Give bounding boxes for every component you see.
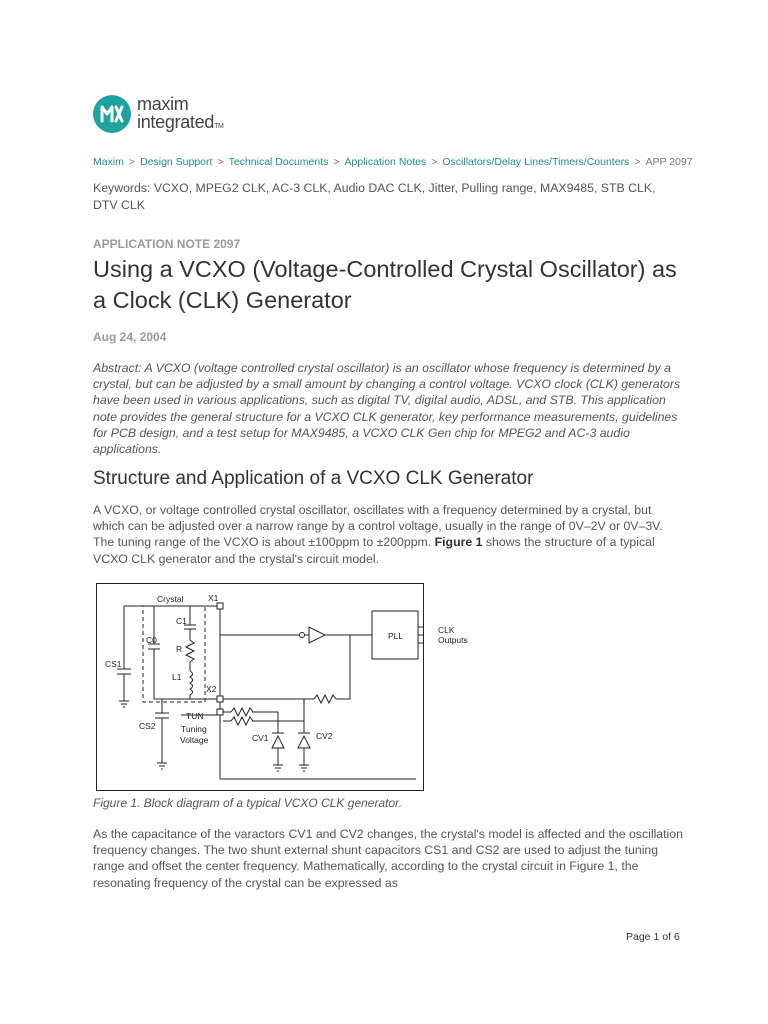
logo-line-2-wrap: [137, 113, 224, 136]
app-note-label: APPLICATION NOTE 2097: [93, 237, 241, 251]
label-c0: C0: [146, 635, 157, 645]
breadcrumb-link-design-support[interactable]: Design Support: [140, 156, 213, 168]
breadcrumb-link-maxim[interactable]: Maxim: [93, 156, 124, 168]
label-l1: L1: [172, 672, 182, 682]
label-outputs: Outputs: [438, 635, 468, 645]
clk-outputs-label: [438, 625, 468, 645]
label-tuning: Tuning: [181, 724, 207, 734]
logo-wordmark: [137, 95, 224, 136]
crystal-box: [143, 606, 205, 702]
figure-1-reference: Figure 1: [434, 535, 483, 550]
label-cs1: CS1: [105, 659, 122, 669]
label-r: R: [176, 644, 183, 654]
logo-line-2: integrated: [137, 112, 215, 132]
label-crystal: Crystal: [157, 594, 184, 604]
label-clk: CLK: [438, 625, 455, 635]
maxim-logo-icon: [93, 95, 131, 133]
label-tun: TUN: [186, 711, 204, 721]
breadcrumb-separator: >: [634, 156, 641, 168]
para1-before: A VCXO, or voltage controlled crystal oscillator, oscillates with a frequency determined by a crystal, but which can be adjusted over a narrow range by a control voltage, usually in the range of 0V–2V or 0V–3V. The tuning range of the VCXO is about ±100ppm to ±200ppm.: [93, 503, 663, 550]
label-pll: PLL: [388, 631, 404, 641]
label-voltage: Voltage: [180, 735, 209, 745]
abstract: Abstract: A VCXO (voltage controlled crystal oscillator) is an oscillator whose frequency is determined by a crystal, but can be adjusted by a small amount by changing a control voltage. VCXO clock (CLK) generators have been used in various applications, such as digital TV, digital audio, ADSL, and STB. This application note provides the general structure for a VCXO CLK generator, key performance measurements, guidelines for PCB design, and a test setup for MAX9485, a VCXO CLK Gen chip for MPEG2 and AC-3 audio applications.: [93, 361, 681, 457]
breadcrumb-link-application-notes[interactable]: Application Notes: [344, 156, 427, 168]
maxim-logo: [93, 95, 253, 137]
breadcrumb: [93, 156, 693, 168]
figure-caption: Figure 1. Block diagram of a typical VCXO CLK generator.: [93, 796, 403, 810]
breadcrumb-link-technical-documents[interactable]: Technical Documents: [228, 156, 329, 168]
breadcrumb-separator: >: [128, 156, 136, 168]
body-paragraph-1: [93, 502, 683, 567]
breadcrumb-separator: >: [217, 156, 224, 168]
page-title: Using a VCXO (Voltage-Controlled Crystal Oscillator) as a Clock (CLK) Generator: [93, 256, 677, 313]
label-cv2: CV2: [316, 731, 333, 741]
label-c1: C1: [176, 616, 187, 626]
publish-date: Aug 24, 2004: [93, 330, 167, 344]
logo-line-1: maxim: [137, 94, 189, 114]
page-number: Page 1 of 6: [626, 931, 680, 943]
keywords: Keywords: VCXO, MPEG2 CLK, AC-3 CLK, Audio DAC CLK, Jitter, Pulling range, MAX9485, STB CLK, DTV CLK: [93, 181, 656, 212]
section-title: Structure and Application of a VCXO CLK Generator: [93, 468, 534, 489]
label-cv1: CV1: [252, 733, 269, 743]
label-x2: X2: [206, 684, 217, 694]
para1-after: shows the structure of a typical VCXO CLK generator and the crystal's circuit model.: [93, 535, 655, 566]
breadcrumb-separator: >: [333, 156, 340, 168]
logo-trademark: TM: [214, 123, 224, 130]
label-x1: X1: [208, 593, 219, 603]
label-cs2: CS2: [139, 721, 156, 731]
breadcrumb-separator: >: [431, 156, 438, 168]
body-paragraph-2: As the capacitance of the varactors CV1 and CV2 changes, the crystal's model is affected and the oscillation frequency changes. The two shunt external shunt capacitors CS1 and CS2 are used to adjust the tuning range and offset the center frequency. Mathematically, according to the crystal circuit in Figure 1, the resonating frequency of the crystal can be expressed as: [93, 827, 683, 890]
breadcrumb-current: APP 2097: [645, 156, 693, 168]
circuit-diagram: [96, 583, 424, 791]
breadcrumb-link-oscillators[interactable]: Oscillators/Delay Lines/Timers/Counters: [442, 156, 630, 168]
